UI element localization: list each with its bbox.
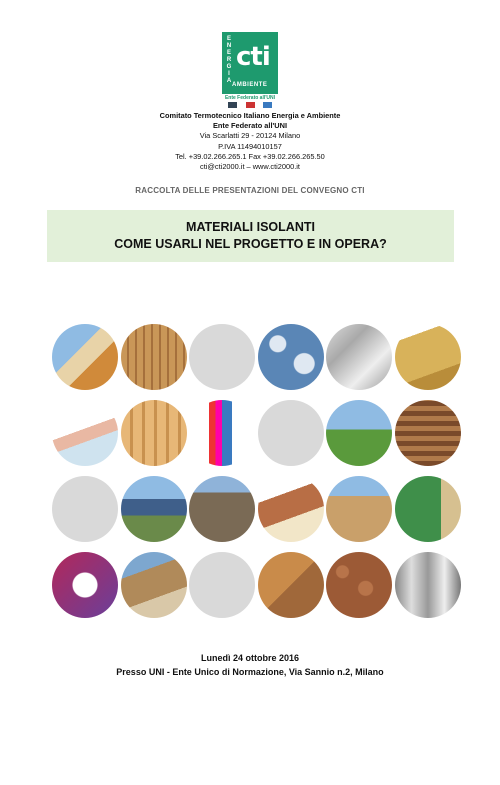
photo-circle-worker-insulation [52,324,118,390]
organization-federation: Ente Federato all'UNI [212,121,288,131]
photo-circle-thermal-conductivity-diagram [52,400,118,466]
event-date: Lunedì 24 ottobre 2016 [200,653,300,663]
title-line-1: MATERIALI ISOLANTI [186,220,315,234]
organization-contacts: cti@cti2000.it – www.cti2000.it [200,162,300,172]
photo-circle-wood-fiber-rolls [121,400,187,466]
photo-circle-insulation-panels [121,552,187,618]
logo-subline: Ente Federato all'UNI [224,95,276,101]
collection-label: RACCOLTA DELLE PRESENTAZIONI DEL CONVEGNO CTI [135,186,365,195]
title-line-2: COME USARLI NEL PROGETTO E IN OPERA? [114,237,387,251]
photo-circle-expanded-clay-pellets [326,552,392,618]
photo-circle-wood-fiber-wall [121,324,187,390]
photo-circle-placeholder [52,476,118,542]
photo-circle-building-cutaway-diagram [258,476,324,542]
photo-circle-metal-ducts [395,552,461,618]
photo-circle-wooden-house-frame [326,476,392,542]
photo-circle-solar-town [121,476,187,542]
photo-circle-foam-cells [258,324,324,390]
photo-circle-timber-frame-wall [395,400,461,466]
photo-circle-roof-insulation [258,552,324,618]
photo-circle-placeholder [189,552,255,618]
organization-block [0,111,500,172]
photo-circle-reflective-foil [326,324,392,390]
photo-circle-green-board-panel [395,476,461,542]
title-band [47,210,454,262]
logo-partner-icons [228,102,272,109]
uni-icon [228,102,237,108]
cti-logo [222,32,278,110]
photo-circle-mineral-wool-board [395,324,461,390]
organization-address: Via Scarlatti 29 - 20124 Milano [199,131,301,141]
partner-icon [263,102,272,108]
event-footer [0,651,500,679]
event-venue: Presso UNI - Ente Unico di Normazione, Via Sannio n.2, Milano [116,667,384,677]
photo-circle-timber-apartment-block [189,476,255,542]
organization-name: Comitato Termotecnico Italiano Energia e Ambiente [159,111,341,120]
photo-circle-placeholder [189,324,255,390]
photo-circle-wall-thermal-section [189,400,255,466]
photo-circle-placeholder [258,400,324,466]
organization-phone: Tel. +39.02.266.265.1 Fax +39.02.266.265.50 [175,151,325,161]
logo-ambiente: AMBIENTE [232,82,268,88]
photo-circle-thermal-bridge-diagram [52,552,118,618]
logo-mark: cti [236,42,270,72]
logo-vertical-text: E N E R G I A [226,36,232,84]
partner-icon [246,102,255,108]
photo-grid [52,324,464,628]
cti-logo-box [222,32,278,94]
organization-vat: P.IVA 11494010157 [218,141,282,151]
photo-circle-green-house [326,400,392,466]
